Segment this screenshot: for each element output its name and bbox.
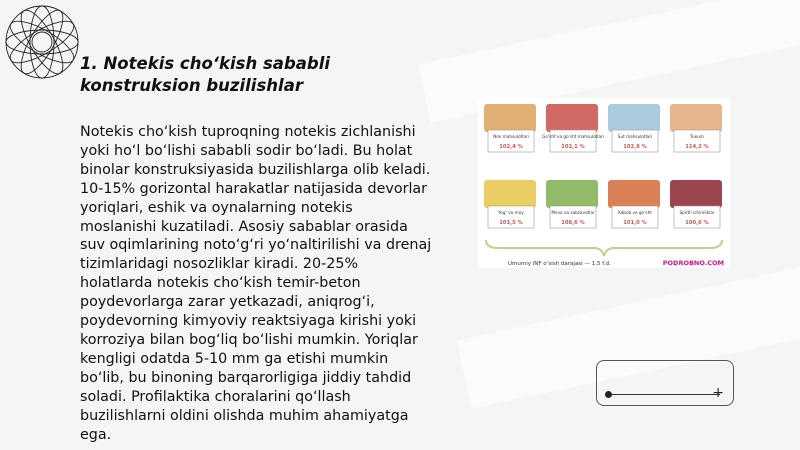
item-value: 100,6 %	[685, 220, 709, 226]
plus-icon[interactable]: +	[712, 385, 724, 401]
slide-title: 1. Notekis cho‘kish sababli konstruksion buzilishlar	[80, 54, 331, 95]
product-image	[670, 180, 722, 208]
item-label: Go‘sht va go‘sht mahsulotlari	[542, 134, 604, 139]
infographic-brand: PODROBNO.COM	[662, 259, 724, 267]
product-image	[484, 180, 536, 208]
item-label: Sut mahsulotlari	[617, 134, 653, 139]
decorative-logo-icon	[4, 4, 80, 80]
timeline-track	[608, 394, 720, 395]
price-index-infographic	[478, 98, 730, 268]
infographic-item	[484, 104, 536, 152]
item-label: Spirtli ichimliklar	[679, 210, 715, 215]
item-value: 101,5 %	[499, 220, 523, 226]
slide-body-text: Notekis cho‘kish tuproqning notekis zichlanishi yoki ho‘l bo‘lishi sababli sodir bo‘ladi. Bu holat binolar konstruksiyasida buzilishlarga olib keladi. 10-15% gorizontal harakatlar natijasida devorlar yoriqlari, eshik va oynalarning notekis moslanishi kuzatiladi. Asosiy sabablar orasida suv oqimlarining noto‘g‘ri yo‘naltirilishi va drenaj tizimlaridagi nosozliklar kiradi. 20-25% holatlarda notekis cho‘kish temir-beton poydevorlarga zarar yetkazadi, aniqrog‘i, poydevorning kimyoviy reaktsiyaga kirishi yoki korroziya bilan bog‘liq bo‘lishi mumkin. Yoriqlar kengligi odatda 5-10 mm ga etishi mumkin bo‘lib, bu binoning barqarorligiga jiddiy tahdid soladi. Profilaktika choralarini qo‘llash buzilishlarni oldini olishda muhim ahamiyatga ega.	[80, 124, 432, 443]
product-image	[608, 180, 660, 208]
item-label: Non mahsulotlari	[493, 134, 529, 139]
item-value: 102,8 %	[623, 144, 647, 150]
product-image	[484, 104, 536, 132]
item-value: 102,4 %	[499, 144, 523, 150]
item-value: 114,2 %	[685, 144, 709, 150]
item-value: 101,0 %	[623, 220, 647, 226]
infographic-item	[608, 180, 660, 228]
product-image	[670, 104, 722, 132]
infographic-footer: Umumiy iNF o‘sish darajasi — 1,5 f.d.	[508, 261, 611, 267]
item-label: Kabob va go‘sht	[618, 210, 652, 215]
infographic-item	[608, 104, 660, 152]
infographic-item	[546, 180, 598, 228]
infographic-item	[670, 104, 722, 152]
item-label: Tuxum	[690, 134, 704, 139]
product-image	[546, 180, 598, 208]
product-image	[608, 104, 660, 132]
item-value: 102,1 %	[561, 144, 585, 150]
item-label: Meva va sabzavotlar	[551, 210, 595, 215]
item-label: Yog‘ va moy	[498, 210, 524, 215]
item-value: 108,6 %	[561, 220, 585, 226]
infographic-item	[670, 180, 722, 228]
timeline-widget[interactable]	[596, 360, 734, 406]
timeline-start-dot[interactable]	[605, 391, 612, 398]
product-image	[546, 104, 598, 132]
infographic-item	[542, 104, 604, 152]
infographic-item	[484, 180, 536, 228]
